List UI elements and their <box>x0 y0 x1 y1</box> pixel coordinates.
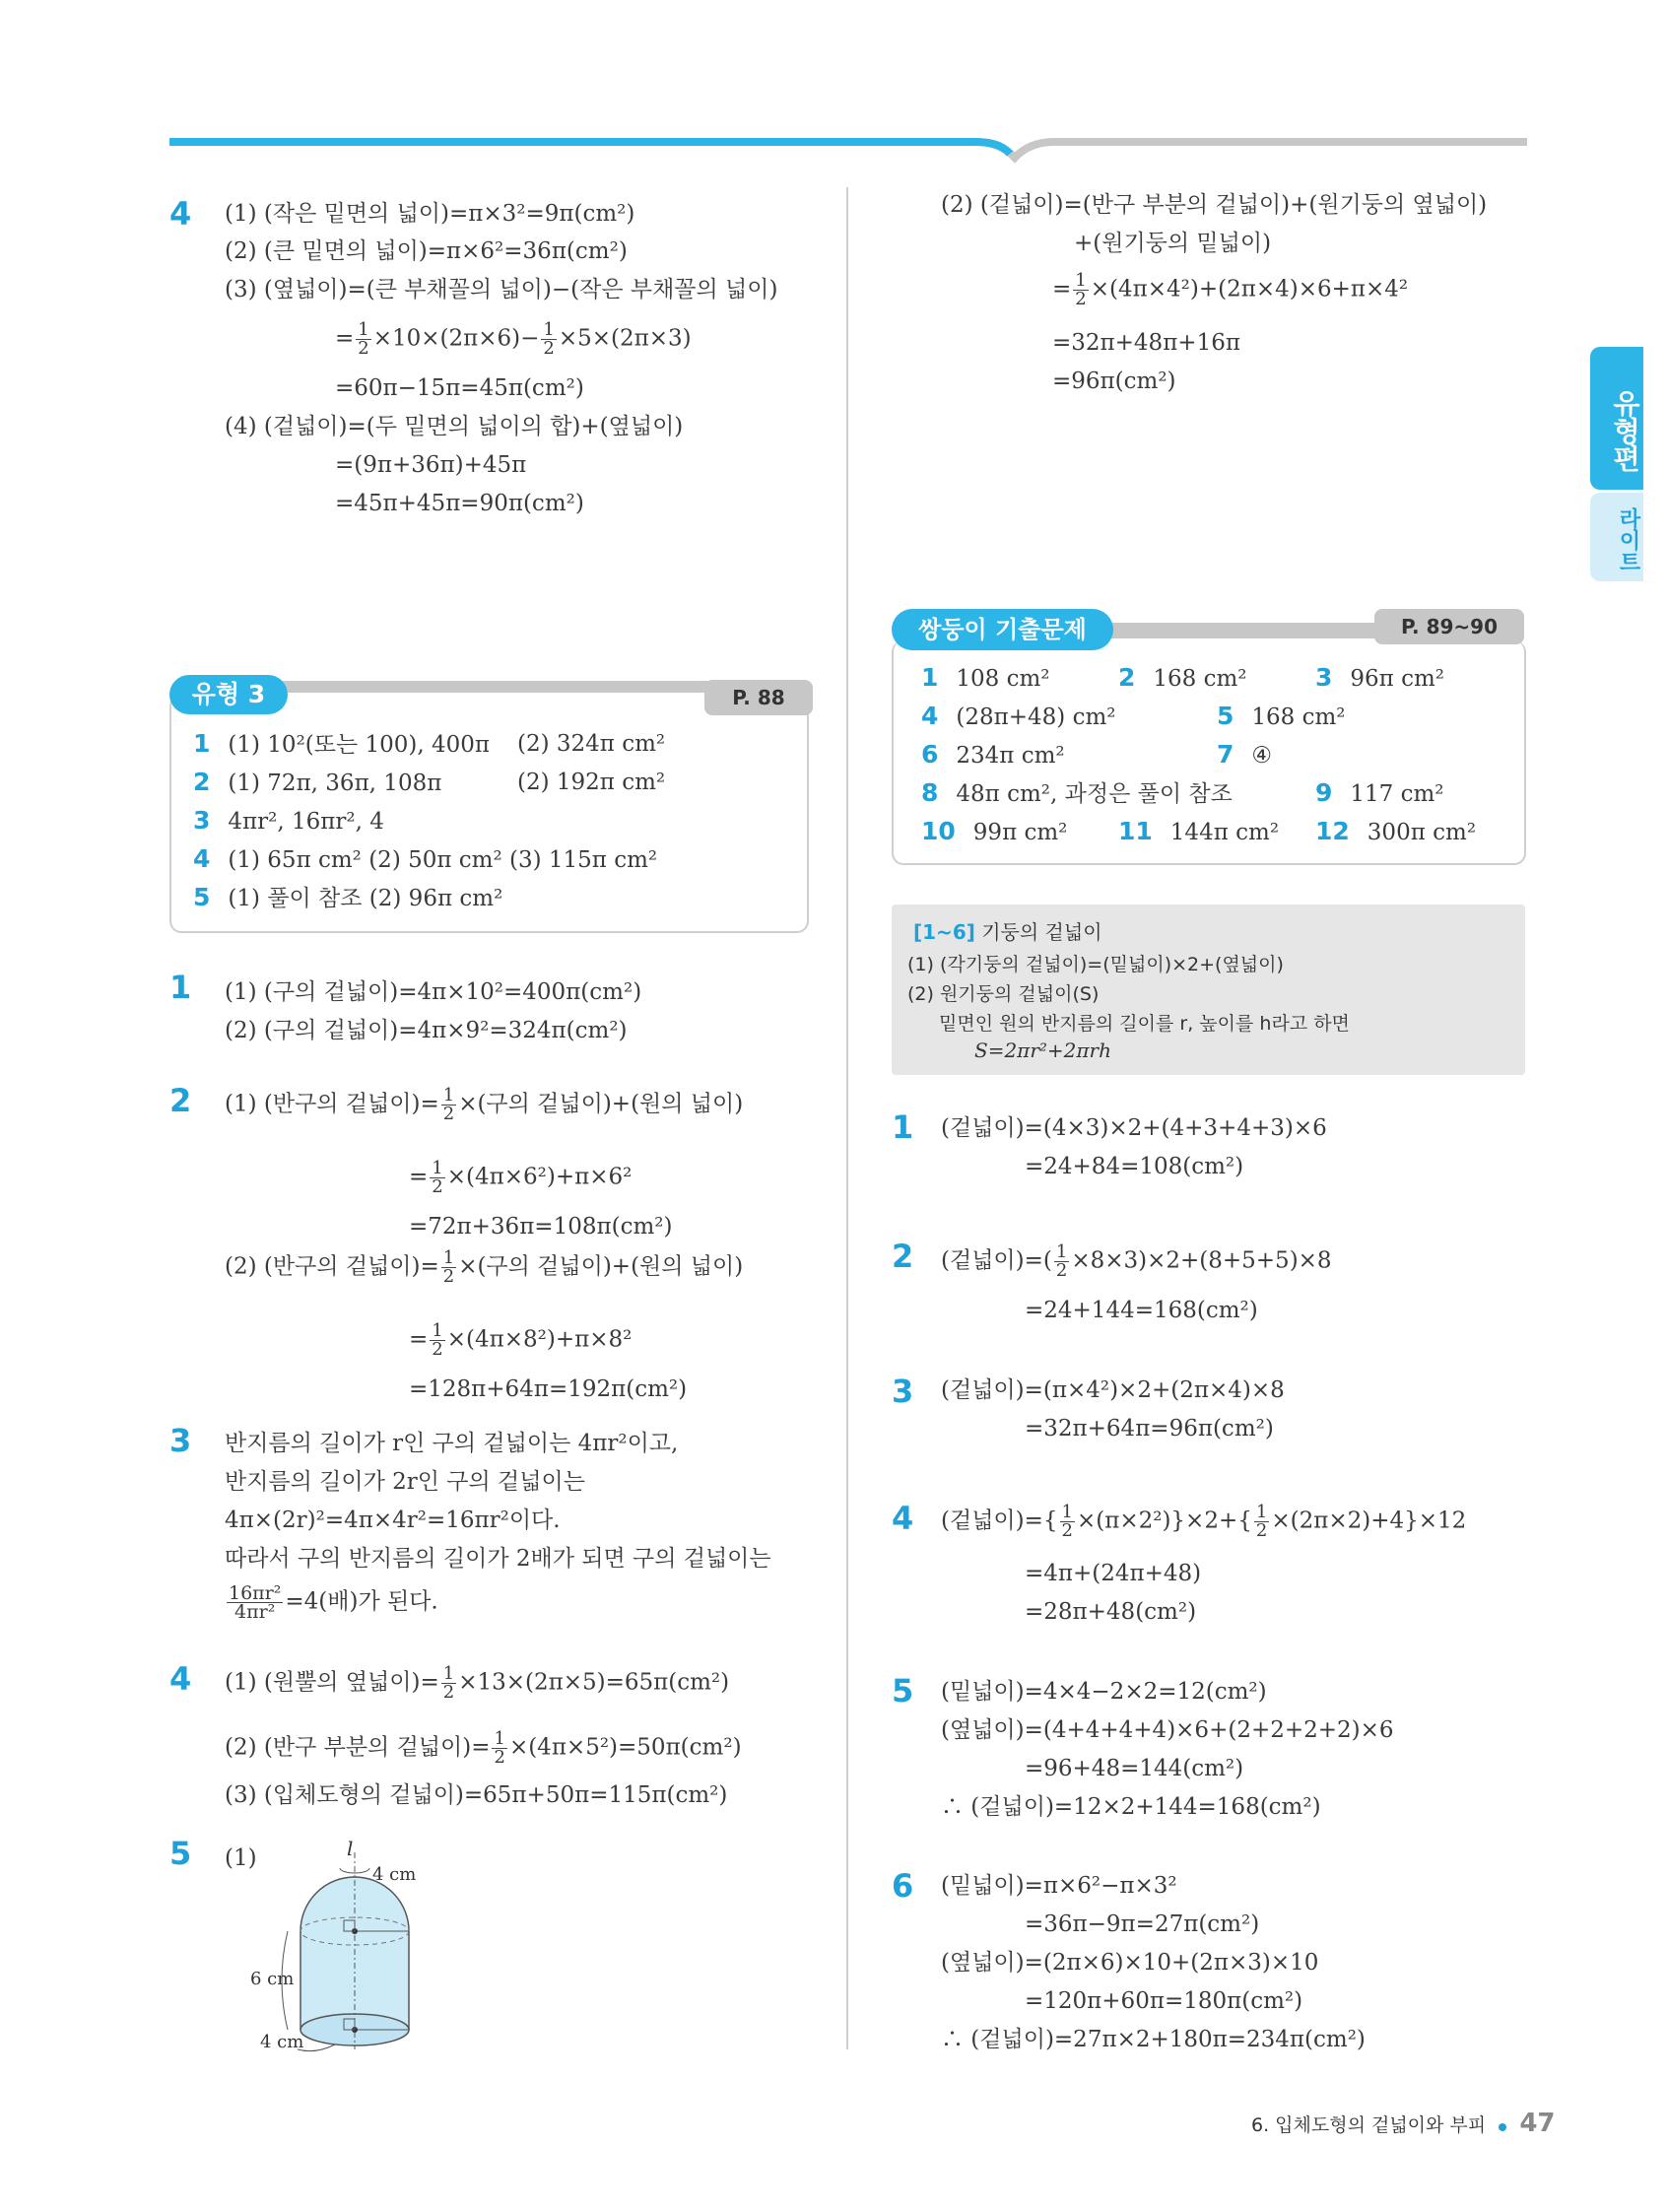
problem-number: 6 <box>892 1867 914 1905</box>
page-number: 47 <box>1519 2109 1556 2138</box>
answer-cell: (2) 192π cm² <box>517 770 666 795</box>
answer-row: 3 4πr², 16πr², 4 <box>193 806 384 835</box>
text-line: ∴ (겉넓이)=27π×2+180π=234π(cm²) <box>941 2027 1366 2052</box>
text-line: 반지름의 길이가 2r인 구의 겉넓이는 <box>225 1469 585 1495</box>
text: ×5×(2π×3) <box>558 325 692 352</box>
text-line: (옆넓이)=(2π×6)×10+(2π×3)×10 <box>941 1950 1319 1976</box>
text-line: =96+48=144(cm²) <box>1025 1756 1244 1781</box>
dim-label: 4 cm <box>372 1864 417 1885</box>
column-divider <box>846 187 848 2049</box>
fraction: $\frac{1}{2}$ <box>358 319 369 359</box>
formula-line: = $\frac{1}{2}$ ×(4π×8²)+π×8² <box>409 1320 633 1360</box>
text-line: =36π−9π=27π(cm²) <box>1025 1911 1260 1937</box>
answer-cell: (2) 324π cm² <box>517 731 666 757</box>
answer-cell: 8 48π cm², 과정은 풀이 참조 <box>921 778 1233 807</box>
answer-cell: 6 234π cm² <box>921 740 1065 769</box>
text-line: =128π+64π=192π(cm²) <box>409 1376 688 1402</box>
text-line: (2) (겉넓이)=(반구 부분의 겉넓이)+(원기둥의 옆넓이) <box>941 192 1488 218</box>
note-line: (2) 원기둥의 겉넓이(S) <box>907 983 1100 1005</box>
text-line: (겉넓이)=(4×3)×2+(4+3+4+3)×6 <box>941 1115 1327 1141</box>
dim-label: 6 cm <box>250 1969 295 1989</box>
tab-type[interactable]: 유형편 <box>1590 347 1643 490</box>
text-line: +(원기둥의 밑넓이) <box>1074 231 1272 256</box>
note-formula: S=2πr²+2πrh <box>974 1039 1111 1062</box>
problem-number: 2 <box>892 1238 914 1275</box>
formula-line: = $\frac{1}{2}$ ×(4π×6²)+π×6² <box>409 1158 633 1197</box>
text-line: (4) (겉넓이)=(두 밑면의 넓이의 합)+(옆넓이) <box>225 414 684 439</box>
answer-row: 2 (1) 72π, 36π, 108π <box>193 768 442 796</box>
text-line: =60π−15π=45π(cm²) <box>335 375 584 401</box>
text-line: 반지름의 길이가 r인 구의 겉넓이는 4πr²이고, <box>225 1431 679 1456</box>
text-line: 4π×(2r)²=4π×4r²=16πr²이다. <box>225 1508 561 1533</box>
axis-label: l <box>347 1837 354 1860</box>
text: = <box>335 325 355 352</box>
text-line: (겉넓이)=(π×4²)×2+(2π×4)×8 <box>941 1377 1285 1403</box>
bullet-icon <box>1499 2123 1506 2131</box>
text-line: (밑넓이)=4×4−2×2=12(cm²) <box>941 1679 1267 1705</box>
formula-line: (1) (원뿔의 옆넓이)= $\frac{1}{2}$ ×13×(2π×5)=65π(cm²) <box>225 1663 730 1703</box>
answer-row: 1 (1) 10²(또는 100), 400π <box>193 729 491 758</box>
answer-cell: 1 108 cm² <box>921 663 1050 692</box>
problem-number: 3 <box>169 1422 192 1459</box>
formula-line: = $\frac{1}{2}$ ×(4π×4²)+(2π×4)×6+π×4² <box>1052 270 1409 309</box>
answer-cell: 7 ④ <box>1217 740 1273 769</box>
note-title: [1~6] 기둥의 겉넓이 <box>913 920 1102 944</box>
answer-cell: 11 144π cm² <box>1118 817 1280 845</box>
answer-cell: 2 168 cm² <box>1118 663 1247 692</box>
header-band <box>167 134 1532 164</box>
problem-number: 4 <box>169 1660 192 1698</box>
answer-row: 5 (1) 풀이 참조 (2) 96π cm² <box>193 883 503 911</box>
text-line: 따라서 구의 반지름의 길이가 2배가 되면 구의 겉넓이는 <box>225 1546 771 1572</box>
page-footer <box>1251 2109 1556 2138</box>
type3-page: P. 88 <box>704 680 813 715</box>
problem-number: 5 <box>169 1835 192 1872</box>
text-line: =45π+45π=90π(cm²) <box>335 491 584 516</box>
formula-line: (2) (반구의 겉넓이)= $\frac{1}{2}$ ×(구의 겉넓이)+(원의 넓이) <box>225 1247 744 1287</box>
text-line: (3) (입체도형의 겉넓이)=65π+50π=115π(cm²) <box>225 1782 728 1808</box>
text-line: =24+144=168(cm²) <box>1025 1298 1258 1323</box>
formula-line: (겉넓이)=( $\frac{1}{2}$ ×8×3)×2+(8+5+5)×8 <box>941 1241 1332 1281</box>
problem-number: 2 <box>169 1082 192 1119</box>
formula-line: $\frac{\text{16πr²}}{\text{4πr²}}$ =4(배)가 된다. <box>229 1582 438 1623</box>
text-line: (옆넓이)=(4+4+4+4)×6+(2+2+2+2)×6 <box>941 1717 1394 1743</box>
part-label: (1) <box>225 1845 257 1871</box>
tab-light[interactable]: 라이트 <box>1590 493 1643 581</box>
answer-cell: 9 117 cm² <box>1315 778 1444 807</box>
text-line: =24+84=108(cm²) <box>1025 1154 1244 1179</box>
problem-number: 4 <box>892 1500 914 1537</box>
chapter-title: 6. 입체도형의 겉넓이와 부피 <box>1251 2114 1487 2136</box>
text-line: =28π+48(cm²) <box>1025 1599 1197 1625</box>
text-line: (1) (구의 겉넓이)=4π×10²=400π(cm²) <box>225 979 642 1005</box>
fraction: $\frac{1}{2}$ <box>543 319 555 359</box>
text-line: =96π(cm²) <box>1052 369 1176 394</box>
answer-row: 4 (1) 65π cm² (2) 50π cm² (3) 115π cm² <box>193 844 658 873</box>
type3-label: 유형 3 <box>169 675 288 714</box>
formula-line: (2) (반구 부분의 겉넓이)= $\frac{1}{2}$ ×(4π×5²)=50π(cm²) <box>225 1728 742 1768</box>
answer-cell: 5 168 cm² <box>1217 702 1346 730</box>
concept-note <box>892 905 1525 1075</box>
answer-cell: 4 (28π+48) cm² <box>921 702 1116 730</box>
text-line: (2) (구의 겉넓이)=4π×9²=324π(cm²) <box>225 1018 628 1043</box>
text-line: =32π+48π+16π <box>1052 330 1240 356</box>
dim-label: 4 cm <box>260 2032 304 2052</box>
answer-cell: 3 96π cm² <box>1315 663 1445 692</box>
text-line: (3) (옆넓이)=(큰 부채꼴의 넓이)−(작은 부채꼴의 넓이) <box>225 277 778 302</box>
text-line: =120π+60π=180π(cm²) <box>1025 1988 1303 2014</box>
answer-cell: 10 99π cm² <box>921 817 1068 845</box>
text-line: =32π+64π=96π(cm²) <box>1025 1416 1274 1441</box>
text-line: =4π+(24π+48) <box>1025 1561 1202 1586</box>
text: ×10×(2π×6)− <box>372 325 540 352</box>
problem-number: 5 <box>892 1672 914 1709</box>
text-line: (2) (큰 밑면의 넓이)=π×6²=36π(cm²) <box>225 238 628 264</box>
problem-number: 1 <box>169 969 192 1006</box>
problem-number: 1 <box>892 1108 914 1146</box>
text-line: =72π+36π=108π(cm²) <box>409 1214 673 1240</box>
note-line: 밑면인 원의 반지름의 길이를 r, 높이를 h라고 하면 <box>939 1013 1350 1035</box>
note-line: (1) (각기둥의 겉넓이)=(밑넓이)×2+(옆넓이) <box>907 954 1284 975</box>
text-line: (밑넓이)=π×6²−π×3² <box>941 1873 1177 1899</box>
problem-number: 4 <box>169 195 192 233</box>
formula-line <box>335 321 692 358</box>
answer-cell: 12 300π cm² <box>1315 817 1477 845</box>
twin-page: P. 89~90 <box>1374 609 1524 644</box>
text-line: =(9π+36π)+45π <box>335 452 527 478</box>
twin-label: 쌍둥이 기출문제 <box>892 609 1113 650</box>
side-tab <box>1590 347 1643 583</box>
text-line: (1) (작은 밑면의 넓이)=π×3²=9π(cm²) <box>225 201 635 227</box>
formula-line: (1) (반구의 겉넓이)= $\frac{1}{2}$ ×(구의 겉넓이)+(원의 넓이) <box>225 1085 744 1124</box>
text-line: ∴ (겉넓이)=12×2+144=168(cm²) <box>941 1794 1321 1820</box>
problem-number: 3 <box>892 1373 914 1410</box>
formula-line: (겉넓이)={ $\frac{1}{2}$ ×(π×2²)}×2+{ $\frac{1}{2}$ ×(2π×2)+4}×12 <box>941 1502 1467 1541</box>
